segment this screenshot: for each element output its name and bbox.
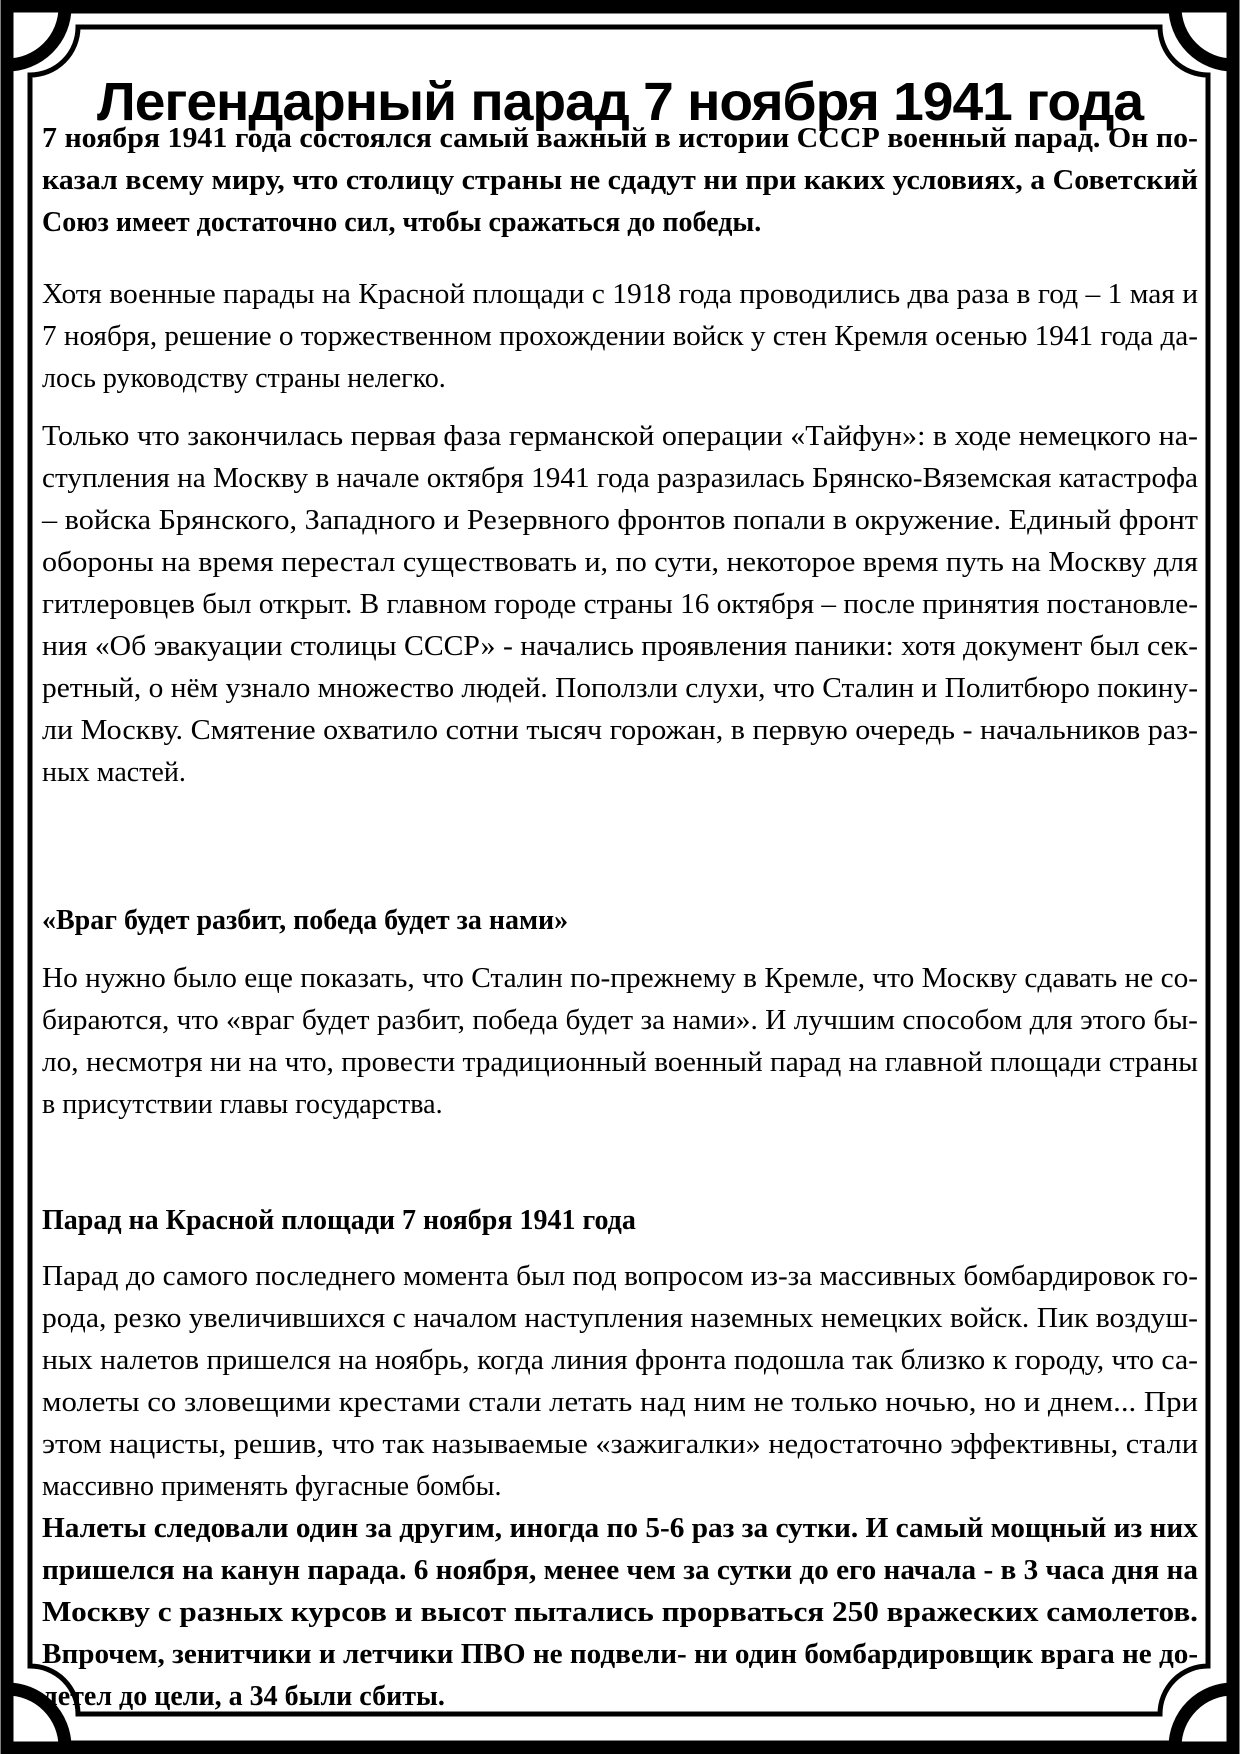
paragraph-stalin-in-kremlin bbox=[42, 958, 1198, 1126]
text-line: пришелся на канун парада. 6 ноября, менее чем за сутки до его начала - в 3 часа дня на bbox=[42, 1555, 1198, 1586]
text-line: в присутствии главы государства. bbox=[42, 1089, 443, 1120]
subheading-parade-red-square bbox=[42, 1200, 1198, 1242]
text-line: казал всему миру, что столицу страны не сдадут ни при каких условиях, а Советский bbox=[42, 165, 1198, 196]
text-line: массивно применять фугасные бомбы. bbox=[42, 1471, 502, 1502]
text-line: 7 ноября, решение о торжественном прохождении войск у стен Кремля осенью 1941 года да- bbox=[42, 321, 1198, 352]
subheading-enemy-will-be-defeated bbox=[42, 900, 1198, 942]
text-line: лось руководству страны нелегко. bbox=[42, 363, 446, 394]
text-line: Союз имеет достаточно сил, чтобы сражаться до победы. bbox=[42, 207, 762, 238]
text-line: летел до цели, а 34 были сбиты. bbox=[42, 1681, 445, 1712]
paragraph-typhoon-operation bbox=[42, 416, 1198, 794]
subheading-text: Парад на Красной площади 7 ноября 1941 года bbox=[42, 1205, 636, 1236]
paragraph-bombing-raids bbox=[42, 1256, 1198, 1508]
text-line: ло, несмотря ни на что, провести традиционный военный парад на главной площади страны bbox=[42, 1047, 1198, 1078]
text-line: Налеты следовали один за другим, иногда по 5-6 раз за сутки. И самый мощный из них bbox=[42, 1513, 1198, 1544]
text-line: гитлеровцев был открыт. В главном городе страны 16 октября – после принятия постановле- bbox=[42, 589, 1198, 620]
text-line: обороны на время перестал существовать и, по сути, некоторое время путь на Москву для bbox=[42, 547, 1198, 578]
text-line: ли Москву. Смятение охватило сотни тысяч горожан, в первую очередь - начальников раз- bbox=[42, 715, 1199, 746]
paragraph-air-defense bbox=[42, 1508, 1198, 1718]
text-line: ретный, о нём узнало множество людей. Поползли слухи, что Сталин и Политбюро покину- bbox=[42, 673, 1199, 704]
text-line: Только что закончилась первая фаза германской операции «Тайфун»: в ходе немецкого на- bbox=[42, 421, 1199, 452]
text-line: Москву с разных курсов и высот пытались прорваться 250 вражеских самолетов. bbox=[42, 1597, 1198, 1628]
text-line: ступления на Москву в начале октября 1941 года разразилась Брянско-Вяземская катастрофа bbox=[42, 463, 1199, 494]
subheading-text: «Враг будет разбит, победа будет за нами» bbox=[42, 905, 569, 936]
paragraph-parade-history bbox=[42, 274, 1198, 400]
text-line: – войска Брянского, Западного и Резервного фронтов попали в окружение. Единый фронт bbox=[42, 505, 1198, 536]
text-line: ных мастей. bbox=[42, 757, 186, 788]
text-line: рода, резко увеличившихся с началом наступления наземных немецких войск. Пик воздуш- bbox=[42, 1303, 1198, 1334]
text-line: 7 ноября 1941 года состоялся самый важный в истории СССР военный парад. Он по- bbox=[42, 123, 1199, 154]
text-line: Но нужно было еще показать, что Сталин по-прежнему в Кремле, что Москву сдавать не со- bbox=[42, 963, 1199, 994]
text-line: молеты со зловещими крестами стали летать над ним не только ночью, но и днем... При bbox=[42, 1387, 1198, 1418]
text-line: ных налетов пришелся на ноябрь, когда линия фронта подошла так близко к городу, что са- bbox=[42, 1345, 1199, 1376]
text-line: этом нацисты, решив, что так называемые «зажигалки» недостаточно эффективны, стали bbox=[42, 1429, 1198, 1460]
paragraph-intro bbox=[42, 118, 1198, 244]
text-line: Парад до самого последнего момента был под вопросом из-за массивных бомбардировок го- bbox=[42, 1261, 1198, 1292]
text-line: бираются, что «враг будет разбит, победа будет за нами». И лучшим способом для этого бы- bbox=[42, 1005, 1198, 1036]
page-title-text: Легендарный парад 7 ноября 1941 года bbox=[97, 72, 1144, 133]
text-line: ния «Об эвакуации столицы СССР» - начались проявления паники: хотя документ был сек- bbox=[42, 631, 1198, 662]
text-line: Хотя военные парады на Красной площади с 1918 года проводились два раза в год – 1 мая и bbox=[42, 279, 1199, 310]
text-line: Впрочем, зенитчики и летчики ПВО не подвели- ни один бомбардировщик врага не до- bbox=[42, 1639, 1199, 1670]
